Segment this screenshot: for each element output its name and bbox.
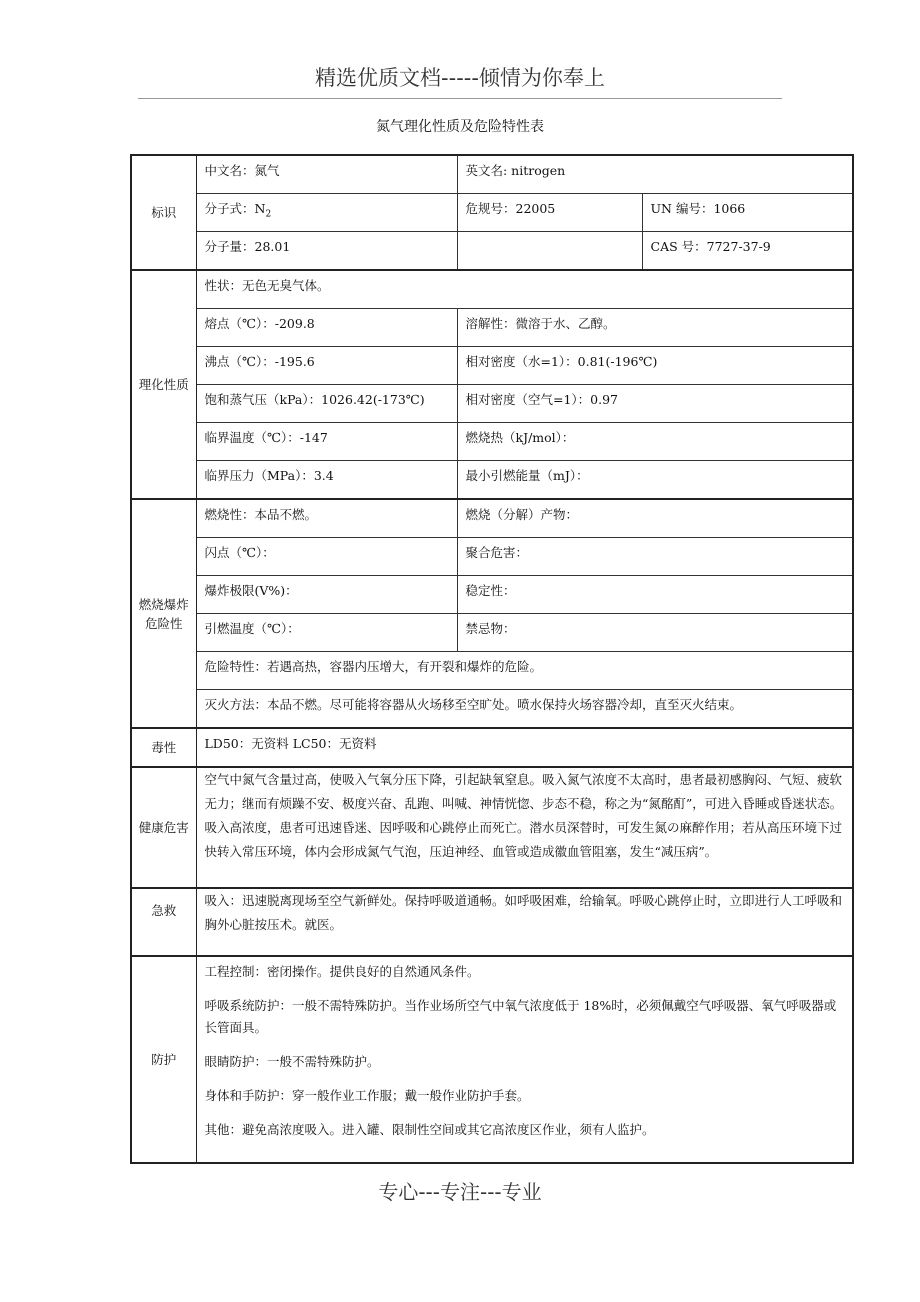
section-label-physchem: 理化性质 [131, 270, 196, 499]
crit-pressure-cell: 临界压力（MPa）：3.4 [196, 461, 457, 500]
combustion-heat-cell: 燃烧热（kJ/mol）： [457, 423, 853, 461]
section-label-firstaid: 急救 [131, 888, 196, 956]
nitrogen-property-table [130, 154, 854, 1164]
products-cell: 燃烧（分解）产物： [457, 499, 853, 538]
flash-cell: 闪点（℃）： [196, 538, 457, 576]
protection-item: 呼吸系统防护：一般不需特殊防护。当作业场所空气中氧气浓度低于 18%时，必须佩戴空气呼吸器、氧气呼吸器或长管面具。 [204, 998, 837, 1035]
solubility-cell: 溶解性：微溶于水、乙醇。 [457, 309, 853, 347]
page-footer: 专心---专注---专业 [378, 1180, 542, 1204]
melting-cell: 熔点（℃）：-209.8 [196, 309, 457, 347]
stability-cell: 稳定性： [457, 576, 853, 614]
min-ignition-cell: 最小引燃能量（mJ）： [457, 461, 853, 500]
appearance-cell: 性状：无色无臭气体。 [196, 270, 853, 309]
crit-temp-cell: 临界温度（℃）：-147 [196, 423, 457, 461]
polymerization-cell: 聚合危害： [457, 538, 853, 576]
protection-item: 其他：避免高浓度吸入。进入罐、限制性空间或其它高浓度区作业，须有人监护。 [204, 1122, 655, 1137]
incompatible-cell: 禁忌物： [457, 614, 853, 652]
protection-item: 身体和手防护：穿一般作业工作服；戴一般作业防护手套。 [204, 1088, 530, 1103]
explosion-limit-cell: 爆炸极限(V%)： [196, 576, 457, 614]
flammability-cell: 燃烧性：本品不燃。 [196, 499, 457, 538]
mw-cell: 分子量：28.01 [196, 232, 457, 271]
firstaid-cell: 吸入：迅速脱离现场至空气新鲜处。保持呼吸道通畅。如呼吸困难，给输氧。呼吸心跳停止时，立即进行人工呼吸和胸外心脏按压术。就医。 [196, 888, 853, 956]
protection-item: 工程控制：密闭操作。提供良好的自然通风条件。 [204, 964, 480, 979]
en-name-cell: 英文名: nitrogen [457, 155, 853, 194]
section-label-protection: 防护 [131, 956, 196, 1163]
protection-cell [196, 956, 853, 1163]
protection-item: 眼睛防护：一般不需特殊防护。 [204, 1054, 380, 1069]
section-label-health: 健康危害 [131, 767, 196, 888]
section-label-identity: 标识 [131, 155, 196, 270]
ignition-temp-cell: 引燃温度（℃）： [196, 614, 457, 652]
hazard-cell: 危险特性：若遇高热，容器内压增大，有开裂和爆炸的危险。 [196, 652, 853, 690]
page-header: 精选优质文档-----倾情为你奉上 [315, 66, 605, 90]
formula-cell [196, 194, 457, 232]
density-water-cell: 相对密度（水=1）：0.81(-196℃) [457, 347, 853, 385]
formula-subscript: 2 [265, 209, 272, 220]
section-label-fire: 燃烧爆炸危险性 [131, 499, 196, 728]
hazard-no-cell: 危规号：22005 [457, 194, 642, 232]
density-air-cell: 相对密度（空气=1）：0.97 [457, 385, 853, 423]
toxicity-cell: LD50：无资料 LC50：无资料 [196, 728, 853, 767]
boiling-cell: 沸点（℃）：-195.6 [196, 347, 457, 385]
formula-text: 分子式：N [204, 201, 266, 216]
cas-cell: CAS 号：7727-37-9 [642, 232, 853, 271]
health-cell: 空气中氮气含量过高，使吸入气氧分压下降，引起缺氧窒息。吸入氮气浓度不太高时，患者最初感胸闷、气短、疲软无力；继而有烦躁不安、极度兴奋、乱跑、叫喊、神情恍惚、步态不稳，称之为“氮酩酊”，可进入昏睡或昏迷状态。吸入高浓度，患者可迅速昏迷、因呼吸和心跳停止而死亡。潜水员深替时，可发生氮の麻醉作用；若从高压环境下过快转入常压环境，体内会形成氮气气泡，压迫神经、血管或造成徽血管阻塞，发生“减压病”。 [196, 767, 853, 888]
section-label-toxicity: 毒性 [131, 728, 196, 767]
vapor-pressure-cell: 饱和蒸气压（kPa）：1026.42(-173℃) [196, 385, 457, 423]
header-divider [138, 98, 782, 99]
extinguish-cell: 灭火方法：本品不燃。尽可能将容器从火场移至空旷处。喷水保持火场容器冷却，直至灭火结束。 [196, 690, 853, 729]
empty-cell [457, 232, 642, 271]
cn-name-cell: 中文名：氮气 [196, 155, 457, 194]
un-no-cell: UN 编号：1066 [642, 194, 853, 232]
document-title: 氮气理化性质及危险特性表 [376, 119, 544, 135]
